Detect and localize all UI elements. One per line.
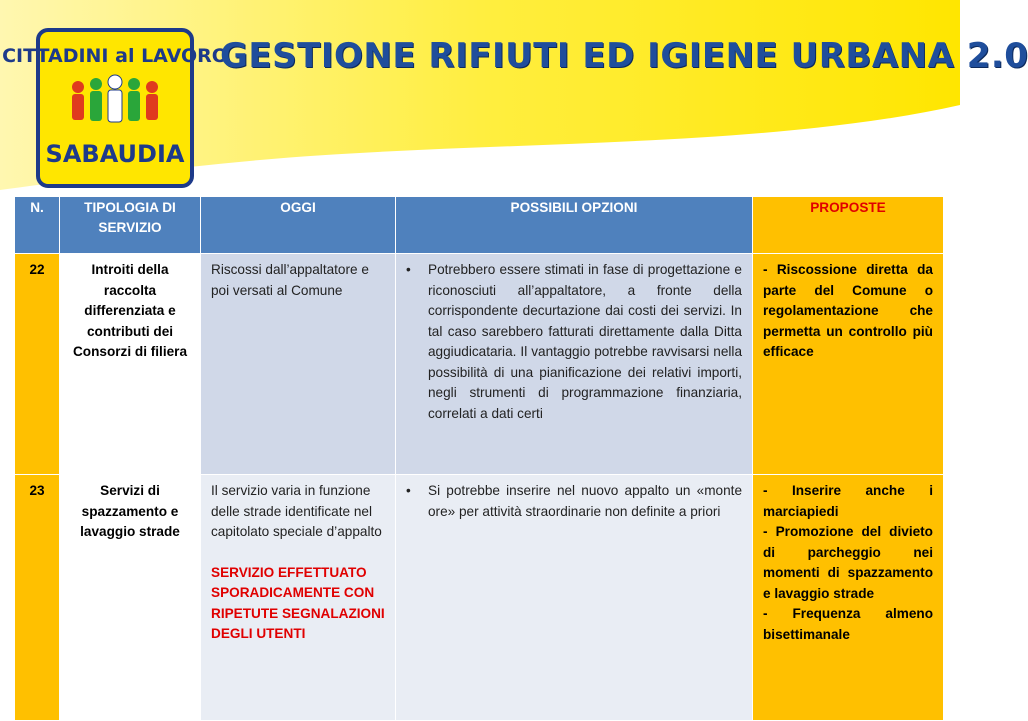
services-table [14, 196, 944, 721]
proposta-item: - Promozione del divieto di parcheggio nei momenti di spazzamento e lavaggio strade [763, 524, 933, 601]
row-opzioni [396, 254, 753, 475]
row-tipologia: Servizi di spazzamento e lavaggio strade [60, 475, 201, 721]
table-row [15, 254, 944, 475]
proposta-item: - Riscossione diretta da parte del Comune o regolamentazione che permetta un controllo più efficace [763, 262, 933, 359]
opzioni-text: Si potrebbe inserire nel nuovo appalto un «monte ore» per attività straordinarie non definite a priori [428, 483, 742, 519]
proposta-item: - Inserire anche i marciapiedi [763, 483, 933, 519]
logo-top-text: CITTADINI al LAVORO [2, 45, 228, 67]
header-n: N. [15, 197, 60, 254]
row-proposte [753, 475, 944, 721]
header-proposte: PROPOSTE [753, 197, 944, 254]
row-oggi [201, 475, 396, 721]
bullet-icon: • [406, 483, 411, 498]
oggi-text: Il servizio varia in funzione delle strade identificate nel capitolato speciale d’appalto [211, 483, 382, 539]
header-tipologia: TIPOLOGIA DI SERVIZIO [60, 197, 201, 254]
logo-figures-icon [2, 32, 228, 184]
header-opzioni: POSSIBILI OPZIONI [396, 197, 753, 254]
row-number: 22 [15, 254, 60, 475]
row-proposte [753, 254, 944, 475]
logo-bottom-text: SABAUDIA [45, 140, 185, 168]
proposta-item: - Frequenza almeno bisettimanale [763, 606, 933, 642]
logo [2, 28, 228, 188]
table-row [15, 475, 944, 721]
row-opzioni [396, 475, 753, 721]
row-number: 23 [15, 475, 60, 721]
table-header-row [15, 197, 944, 254]
page-title: GESTIONE RIFIUTI ED IGIENE URBANA 2.0 [220, 36, 1028, 76]
row-tipologia: Introiti della raccolta differenziata e contributi dei Consorzi di filiera [60, 254, 201, 475]
oggi-alert-note: SERVIZIO EFFETTUATO SPORADICAMENTE CON RIPETUTE SEGNALAZIONI DEGLI UTENTI [211, 564, 385, 641]
header-oggi: OGGI [201, 197, 396, 254]
oggi-text: Riscossi dall’appaltatore e poi versati al Comune [211, 262, 369, 298]
row-oggi [201, 254, 396, 475]
opzioni-text: Potrebbero essere stimati in fase di progettazione e riconosciuti all’appaltatore, a fronte della corrispondente decurtazione dai costi dei servizi. In tal caso sarebbero fatturati direttamente dalla Ditta aggiudicataria. Il vantaggio potrebbe ravvisarsi nella possibilità di una pianificazione dei relativi importi, negli strumenti di programmazione finanziaria, correlati a dati certi [428, 262, 742, 421]
bullet-icon: • [406, 262, 411, 277]
